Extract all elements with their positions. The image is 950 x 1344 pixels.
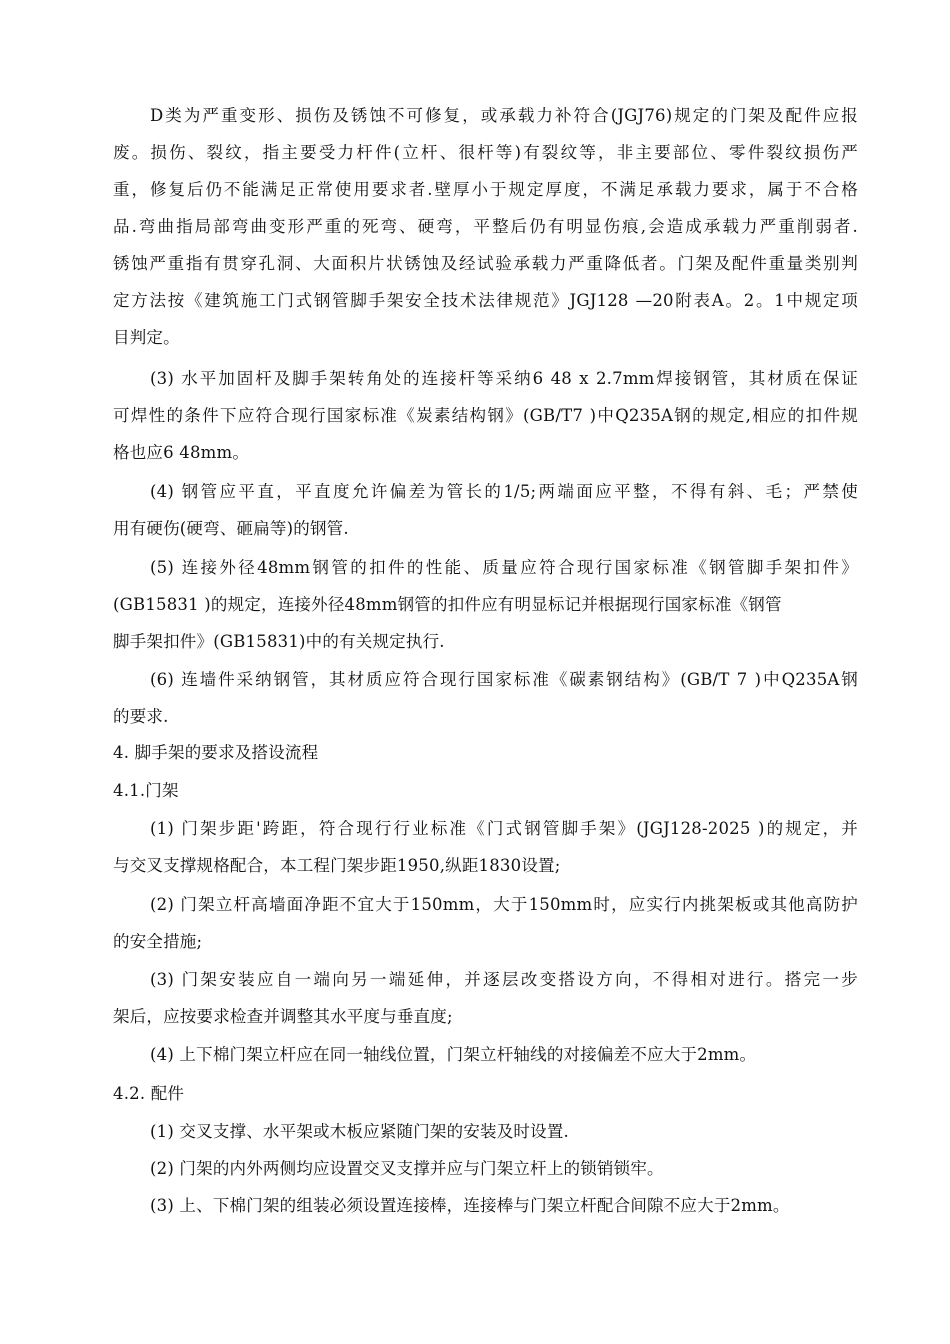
- text-line: (5) 连接外径48mm钢管的扣件的性能、质量应符合现行国家标准《钢管脚手架扣件》: [150, 558, 858, 577]
- text-line: 架后，应按要求检查并调整其水平度与垂直度;: [113, 1007, 453, 1026]
- text-line: 的安全措施;: [113, 932, 203, 951]
- text-line: 可焊性的条件下应符合现行国家标准《炭素结构钢》(GB/T7 )中Q235A钢的规定,相应的扣件规: [113, 406, 858, 425]
- text-line: 与交叉支撑规格配合，本工程门架步距1950,纵距1830设置;: [113, 856, 561, 875]
- section-heading: 4. 脚手架的要求及搭设流程: [113, 743, 319, 762]
- text-line: 目判定。: [113, 328, 180, 347]
- text-line: (2) 门架的内外两侧均应设置交叉支撑并应与门架立杆上的锁销锁牢。: [150, 1159, 664, 1178]
- text-line: 脚手架扣件》(GB15831)中的有关规定执行.: [113, 632, 445, 651]
- text-line: (6) 连墙件采纳钢管，其材质应符合现行国家标准《碳素钢结构》(GB/T 7 )中Q235A钢: [150, 670, 858, 689]
- text-line: 格也应6 48mm。: [113, 443, 250, 462]
- text-line: (1) 门架步距'跨距，符合现行行业标准《门式钢管脚手架》(JGJ128-2025 )的规定，并: [150, 819, 858, 838]
- text-line: 用有硬伤(硬弯、砸扁等)的钢管.: [113, 519, 349, 538]
- text-line: (GB15831 )的规定，连接外径48mm钢管的扣件应有明显标记并根据现行国家标准《钢管: [113, 595, 782, 614]
- text-line: 品.弯曲指局部弯曲变形严重的死弯、硬弯，平整后仍有明显伤痕,会造成承载力严重削弱者.: [113, 217, 858, 236]
- text-line: 重，修复后仍不能满足正常使用要求者.壁厚小于规定厚度，不满足承载力要求，属于不合格: [113, 180, 858, 199]
- text-line: (3) 门架安装应自一端向另一端延伸，并逐层改变搭设方向，不得相对进行。搭完一步: [150, 970, 858, 989]
- text-line: (4) 上下棉门架立杆应在同一轴线位置，门架立杆轴线的对接偏差不应大于2mm。: [150, 1045, 757, 1064]
- text-line: 废。损伤、裂纹，指主要受力杆件(立杆、很杆等)有裂纹等，非主要部位、零件裂纹损伤严: [113, 143, 858, 162]
- text-line: D类为严重变形、损伤及锈蚀不可修复，或承载力补符合(JGJ76)规定的门架及配件应报: [150, 106, 858, 125]
- text-line: (4) 钢管应平直，平直度允许偏差为管长的1/5;两端面应平整，不得有斜、毛；严禁使: [150, 482, 858, 501]
- text-line: (3) 水平加固杆及脚手架转角处的连接杆等采纳6 48 x 2.7mm焊接钢管，其材质在保证: [150, 369, 858, 388]
- text-line: (1) 交叉支撑、水平架或木板应紧随门架的安装及时设置.: [150, 1122, 569, 1141]
- subsection-heading: 4.1.门架: [113, 781, 179, 800]
- text-line: 锈蚀严重指有贯穿孔洞、大面积片状锈蚀及经试验承载力严重降低者。门架及配件重量类别判: [113, 254, 858, 273]
- text-line: (3) 上、下棉门架的组装必须设置连接棒，连接棒与门架立杆配合间隙不应大于2mm。: [150, 1196, 790, 1215]
- subsection-heading: 4.2. 配件: [113, 1084, 185, 1103]
- text-line: (2) 门架立杆高墙面净距不宜大于150mm，大于150mm时，应实行内挑架板或其他高防护: [150, 895, 858, 914]
- text-line: 定方法按《建筑施工门式钢管脚手架安全技术法律规范》JGJ128 —20附表A。2。1中规定项: [113, 291, 858, 310]
- text-line: 的要求.: [113, 707, 169, 726]
